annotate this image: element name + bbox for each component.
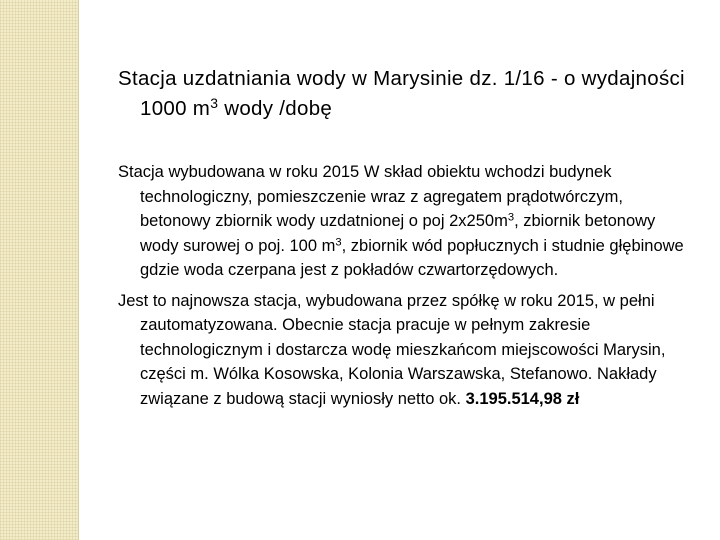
paragraph-text: Jest to najnowsza stacja, wybudowana przez spółkę w roku 2015, w pełni zautomatyzowana. Obecnie stacja pracuje w pełnym zakresie technologicznym i dostarcza wodę mieszkańcom miejscowości Marysin, części m. Wólka Kosowska, Kolonia Warszawska, Stefanowo. Nakłady związane z budową stacji wyniosły netto ok.	[118, 291, 666, 408]
title-text: Stacja uzdatniania wody w Marysinie dz. 1/16 - o wydajności 1000 m	[118, 67, 685, 120]
paragraph-text: , zbiornik betonowy wody surowej o poj. 100 m	[140, 212, 656, 255]
title-tail: wody /dobę	[218, 97, 333, 120]
slide-title	[118, 64, 710, 124]
superscript: 3	[507, 211, 515, 224]
paragraph-text: Stacja wybudowana w roku 2015 W skład obiektu wchodzi budynek technologiczny, pomieszczenie wraz z agregatem prądotwórczym, betonowy zbiornik wody uzdatnionej o poj 2x250m	[118, 163, 623, 230]
cost-amount: 3.195.514,98 zł	[465, 389, 580, 408]
paragraph-station-details	[118, 289, 688, 412]
slide-body	[118, 160, 688, 417]
paragraph-station-description	[118, 160, 688, 283]
paragraph-text: , zbiornik wód popłucznych i studnie głębinowe gdzie woda czerpana jest z pokładów czwartorzędowych.	[140, 236, 684, 279]
title-superscript: 3	[210, 95, 219, 112]
superscript: 3	[335, 235, 342, 248]
side-panel-border	[78, 0, 79, 540]
decorative-side-panel	[0, 0, 78, 540]
